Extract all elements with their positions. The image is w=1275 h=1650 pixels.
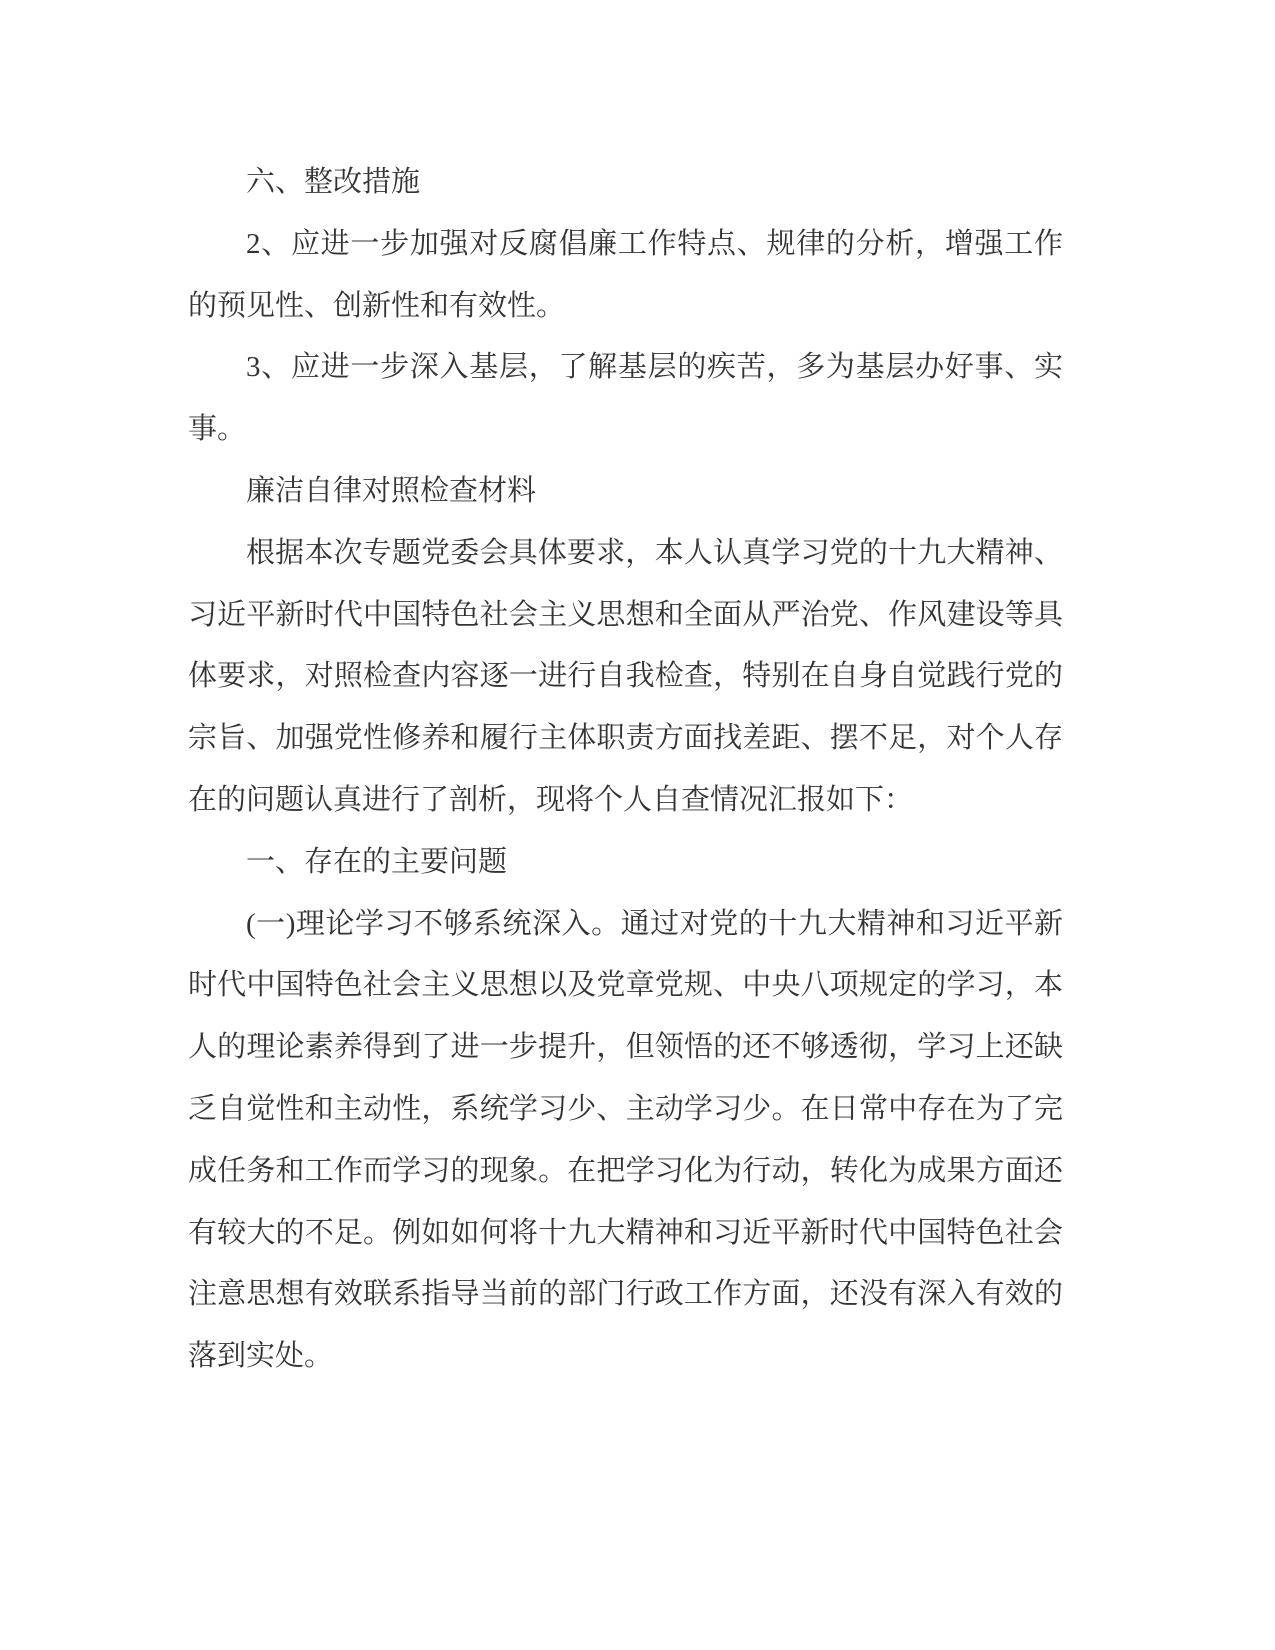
text-line: 3、应进一步深入基层，了解基层的疾苦，多为基层办好事、实 bbox=[246, 351, 1063, 384]
paragraph bbox=[188, 461, 1063, 523]
text-line: 习近平新时代中国特色社会主义思想和全面从严治党、作风建设等具 bbox=[188, 598, 1063, 631]
text-line: (一)理论学习不够系统深入。通过对党的十九大精神和习近平新 bbox=[246, 907, 1063, 940]
paragraph bbox=[188, 523, 1063, 832]
text-line: 的预见性、创新性和有效性。 bbox=[188, 289, 566, 322]
text-line: 廉洁自律对照检查材料 bbox=[246, 474, 537, 507]
text-line: 六、整改措施 bbox=[246, 166, 421, 198]
text-line: 注意思想有效联系指导当前的部门行政工作方面，还没有深入有效的 bbox=[188, 1278, 1063, 1311]
text-line: 体要求，对照检查内容逐一进行自我检查，特别在自身自觉践行党的 bbox=[188, 660, 1063, 693]
text-line: 人的理论素养得到了进一步提升，但领悟的还不够透彻，学习上还缺 bbox=[188, 1031, 1063, 1064]
text-line: 有较大的不足。例如如何将十九大精神和习近平新时代中国特色社会 bbox=[188, 1216, 1063, 1249]
paragraph bbox=[188, 832, 1063, 894]
text-line: 宗旨、加强党性修养和履行主体职责方面找差距、摆不足，对个人存 bbox=[188, 722, 1063, 755]
paragraph bbox=[188, 337, 1063, 461]
text-line: 在的问题认真进行了剖析，现将个人自查情况汇报如下： bbox=[188, 783, 914, 816]
text-line: 成任务和工作而学习的现象。在把学习化为行动，转化为成果方面还 bbox=[188, 1154, 1063, 1187]
text-line: 落到实处。 bbox=[188, 1340, 334, 1373]
paragraph bbox=[188, 214, 1063, 338]
paragraph bbox=[188, 894, 1063, 1388]
paragraph bbox=[188, 152, 1063, 214]
document-body bbox=[188, 152, 1063, 1388]
text-line: 时代中国特色社会主义思想以及党章党规、中央八项规定的学习，本 bbox=[188, 969, 1063, 1002]
text-line: 2、应进一步加强对反腐倡廉工作特点、规律的分析，增强工作 bbox=[246, 227, 1063, 260]
text-line: 一、存在的主要问题 bbox=[246, 845, 508, 878]
text-line: 乏自觉性和主动性，系统学习少、主动学习少。在日常中存在为了完 bbox=[188, 1092, 1063, 1125]
text-line: 根据本次专题党委会具体要求，本人认真学习党的十九大精神、 bbox=[246, 536, 1063, 569]
text-line: 事。 bbox=[188, 413, 247, 446]
